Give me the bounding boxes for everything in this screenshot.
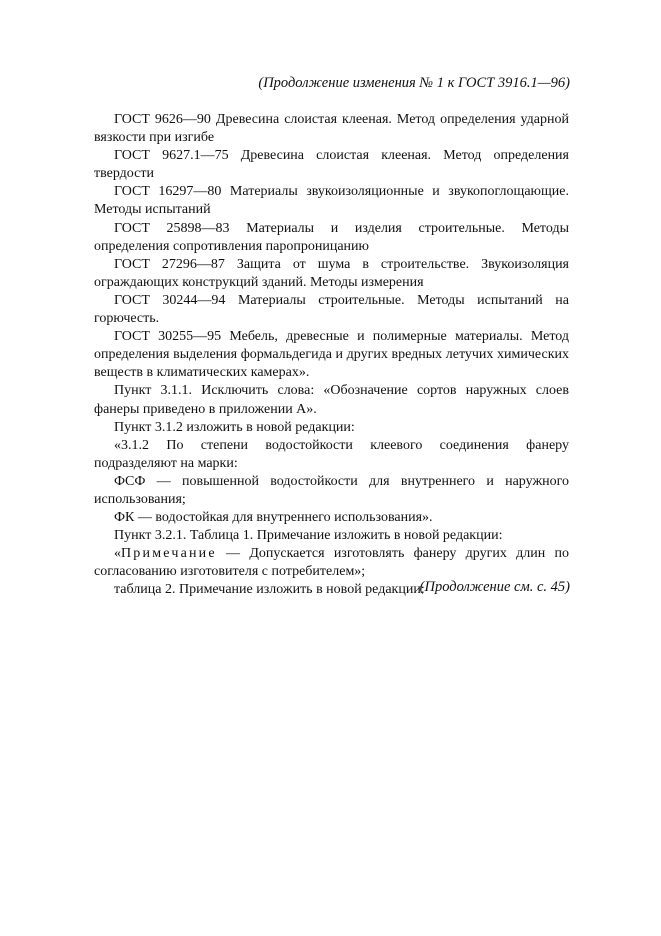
paragraph-item-3-1-2-intro: Пункт 3.1.2 изложить в новой редакции:	[114, 419, 355, 435]
paragraph-item-3-2-1: Пункт 3.2.1. Таблица 1. Примечание изложить в новой редакции:	[114, 528, 503, 544]
note-text: — Допускается изготовлять фанеру других длин по согласованию изготовителя с потребителем»;	[94, 546, 569, 580]
paragraph-gost-9626: ГОСТ 9626—90 Древесина слоистая клееная. Метод определения ударной вязкости при изгибе	[94, 112, 569, 146]
note-open-quote: «	[114, 546, 121, 562]
paragraph-gost-27296: ГОСТ 27296—87 Защита от шума в строительстве. Звукоизоляция ограждающих конструкций зданий. Методы измерения	[94, 256, 569, 290]
paragraph-gost-9627: ГОСТ 9627.1—75 Древесина слоистая клееная. Метод определения твердости	[94, 148, 569, 182]
paragraph-gost-25898: ГОСТ 25898—83 Материалы и изделия строительные. Методы определения сопротивления паропроницанию	[94, 220, 569, 254]
paragraph-note	[94, 545, 569, 581]
paragraph-table-2: таблица 2. Примечание изложить в новой редакции:	[114, 582, 425, 598]
continuation-footer: (Продолжение см. с. 45)	[419, 579, 570, 595]
document-body	[94, 111, 569, 600]
paragraph-gost-30255: ГОСТ 30255—95 Мебель, древесные и полимерные материалы. Метод определения выделения формальдегида и других вредных летучих химических веществ в климатических камерах».	[94, 329, 569, 381]
continuation-header: (Продолжение изменения № 1 к ГОСТ 3916.1—96)	[258, 75, 570, 91]
paragraph-gost-16297: ГОСТ 16297—80 Материалы звукоизоляционные и звукопоглощающие. Методы испытаний	[94, 184, 569, 218]
paragraph-grade-fk: ФК — водостойкая для внутреннего использования».	[114, 510, 433, 526]
paragraph-grade-fsf: ФСФ — повышенной водостойкости для внутреннего и наружного использования;	[94, 473, 569, 507]
paragraph-item-3-1-1: Пункт 3.1.1. Исключить слова: «Обозначение сортов наружных слоев фанеры приведено в приложении А».	[94, 383, 569, 417]
paragraph-gost-30244: ГОСТ 30244—94 Материалы строительные. Методы испытаний на горючесть.	[94, 292, 569, 327]
paragraph-item-3-1-2-text: «3.1.2 По степени водостойкости клеевого соединения фанеру подразделяют на марки:	[94, 437, 569, 471]
note-label: Примечание	[121, 546, 217, 562]
